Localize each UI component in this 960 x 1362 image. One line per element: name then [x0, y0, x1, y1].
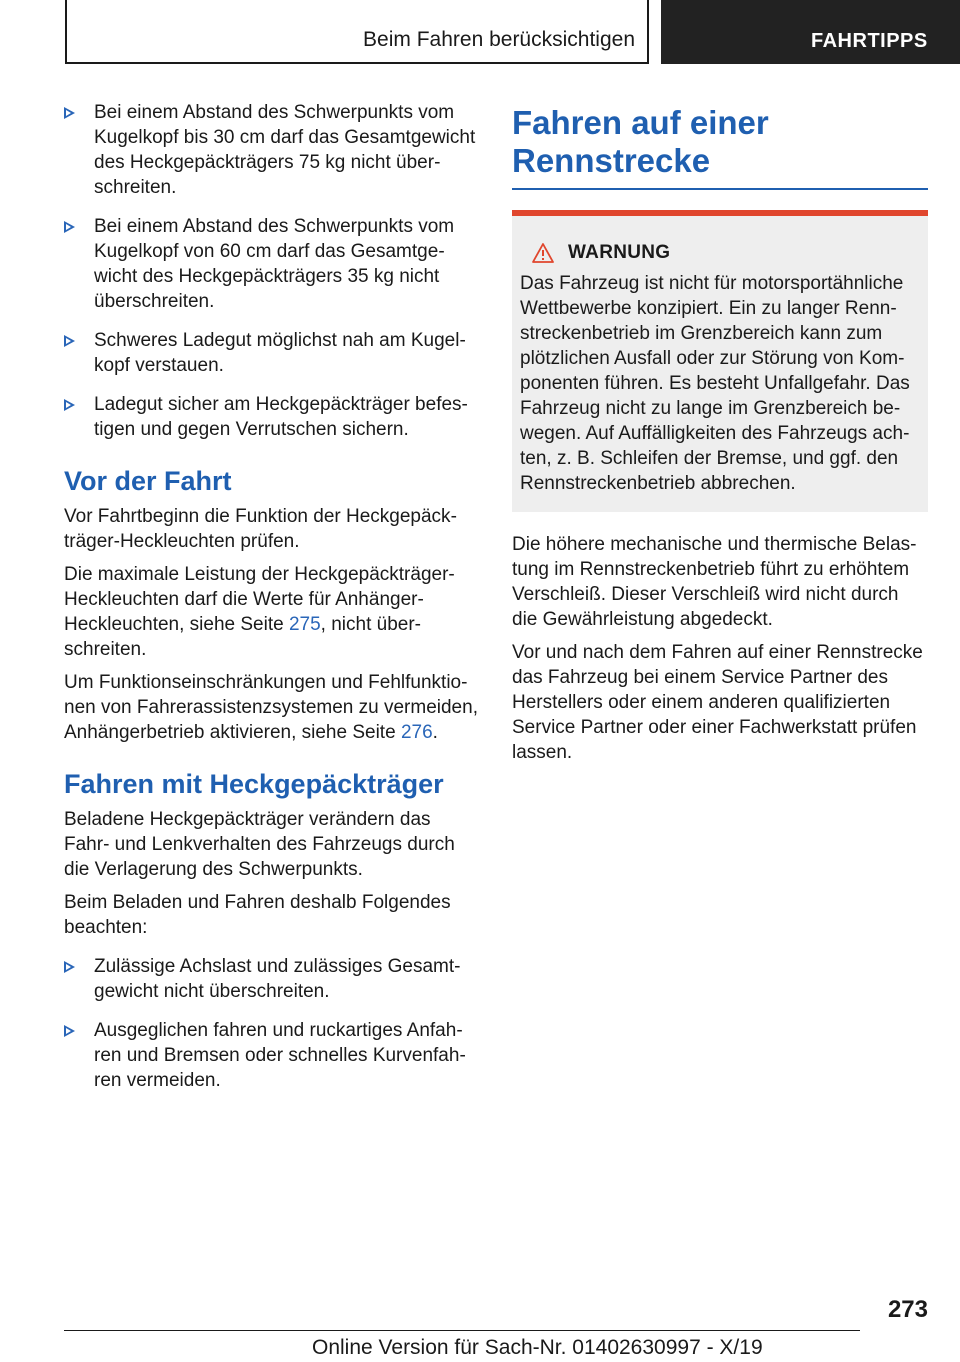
- warning-text: Das Fahrzeug ist nicht für motorsportähnliche Wettbewerbe konzipiert. Ein zu langer Rennstreckenbetrieb im Grenzbereich kann zum plötzlichen Ausfall oder zur Störung von Komponenten führen. Es besteht Unfallgefahr. Das Fahrzeug nicht zu lange im Grenzbereich bewegen. Auf Auffälligkeiten des Fahrzeugs achten, z. B. Schleifen der Bremse, und ggf. den Rennstreckenbetrieb abbrechen.: [520, 273, 910, 494]
- warning-title: WARNUNG: [568, 242, 671, 263]
- paragraph: Beim Beladen und Fahren deshalb Folgendes beachten:: [64, 892, 451, 938]
- page-link-275[interactable]: 275: [288, 614, 321, 635]
- paragraph: Die maximale Leistung der Heckgepäckträger-Heckleuchten darf die Werte für Anhänger-Heckleuchten, siehe Seite 275, nicht überschreiten.: [64, 564, 455, 660]
- bullet-triangle-icon: [64, 399, 75, 411]
- heading-fahren-mit-heckgepaecktraeger: Fahren mit Heckgepäckträger: [64, 769, 444, 799]
- heading-rennstrecke: Fahren auf einer Rennstrecke: [512, 104, 769, 179]
- heading-rule: [512, 188, 928, 190]
- paragraph: Um Funktionseinschränkungen und Fehlfunktionen von Fahrerassistenzsystemen zu vermeiden, Anhängerbetrieb aktivieren, siehe Seite 276.: [64, 672, 478, 743]
- left-column: [64, 100, 480, 1107]
- footer-text: Online Version für Sach-Nr. 01402630997 - X/19: [312, 1336, 763, 1359]
- list-item: Ausgeglichen fahren und ruckartiges Anfahren und Bremsen oder schnelles Kurvenfahren vermeiden.: [64, 1018, 480, 1093]
- list-item: Ladegut sicher am Heckgepäckträger befestigen und gegen Verrutschen sichern.: [64, 392, 480, 442]
- right-column: [512, 104, 928, 773]
- chapter-title: FAHRTIPPS: [811, 30, 928, 52]
- list-item: Bei einem Abstand des Schwerpunkts vom Kugelkopf von 60 cm darf das Gesamtgewicht des Heckgepäckträgers 35 kg nicht überschreiten.: [64, 214, 480, 314]
- heading-vor-der-fahrt: Vor der Fahrt: [64, 466, 232, 496]
- header-chapter-tab: [661, 0, 960, 64]
- page-number: 273: [887, 1296, 928, 1323]
- list-item: Zulässige Achslast und zulässiges Gesamtgewicht nicht überschreiten.: [64, 954, 480, 1004]
- bullet-triangle-icon: [64, 221, 75, 233]
- paragraph: Vor Fahrtbeginn die Funktion der Heckgepäckträger-Heckleuchten prüfen.: [64, 506, 457, 552]
- page-link-276[interactable]: 276: [400, 722, 433, 743]
- paragraph: Beladene Heckgepäckträger verändern das Fahr- und Lenkverhalten des Fahrzeugs durch die Verlagerung des Schwerpunkts.: [64, 809, 455, 880]
- bullet-triangle-icon: [64, 107, 75, 119]
- list-item: Bei einem Abstand des Schwerpunkts vom Kugelkopf bis 30 cm darf das Gesamtgewicht des Heckgepäckträgers 75 kg nicht überschreiten.: [64, 100, 480, 200]
- paragraph: Vor und nach dem Fahren auf einer Rennstrecke das Fahrzeug bei einem Service Partner des Herstellers oder einem anderen qualifizierten Service Partner oder einer Fachwerkstatt prüfen lassen.: [512, 642, 923, 763]
- bullet-triangle-icon: [64, 335, 75, 347]
- list-item: Schweres Ladegut möglichst nah am Kugelkopf verstauen.: [64, 328, 480, 378]
- warning-box: [512, 210, 928, 512]
- footer-divider: [64, 1330, 860, 1331]
- warning-header: [520, 240, 918, 265]
- warning-triangle-icon: [532, 243, 554, 263]
- paragraph: Die höhere mechanische und thermische Belastung im Rennstreckenbetrieb führt zu erhöhtem Verschleiß. Dieser Verschleiß wird nicht durch die Gewährleistung abgedeckt.: [512, 534, 917, 630]
- bullet-triangle-icon: [64, 1025, 75, 1037]
- header-section-tab: [65, 0, 649, 64]
- bullet-triangle-icon: [64, 961, 75, 973]
- section-title: Beim Fahren berücksichtigen: [363, 28, 635, 51]
